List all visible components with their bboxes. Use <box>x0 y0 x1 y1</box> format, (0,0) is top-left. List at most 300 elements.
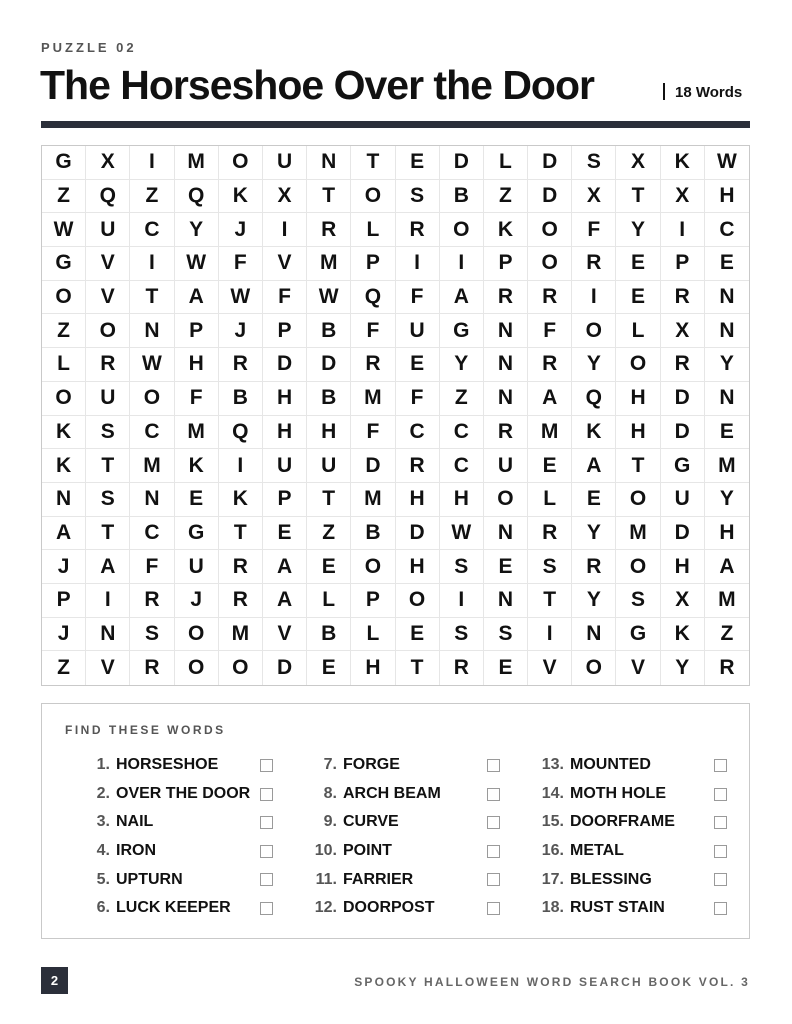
grid-cell[interactable]: N <box>307 146 351 180</box>
grid-cell[interactable]: Z <box>484 180 528 214</box>
grid-cell[interactable]: W <box>130 348 174 382</box>
grid-cell[interactable]: T <box>307 180 351 214</box>
grid-cell[interactable]: E <box>528 449 572 483</box>
grid-cell[interactable]: O <box>528 247 572 281</box>
grid-cell[interactable]: W <box>42 213 86 247</box>
word-list-item <box>75 751 290 780</box>
grid-cell[interactable]: U <box>484 449 528 483</box>
grid-cell[interactable]: N <box>130 483 174 517</box>
word-number: 11. <box>315 870 337 888</box>
grid-cell[interactable]: G <box>42 146 86 180</box>
grid-cell[interactable]: O <box>351 550 395 584</box>
grid-cell[interactable]: C <box>440 416 484 450</box>
grid-cell[interactable]: R <box>130 584 174 618</box>
grid-cell[interactable]: E <box>484 550 528 584</box>
word-label: DOORFRAME <box>570 813 675 831</box>
grid-cell[interactable]: D <box>263 651 307 685</box>
grid-cell[interactable]: F <box>351 314 395 348</box>
grid-cell[interactable]: D <box>263 348 307 382</box>
grid-cell[interactable]: N <box>705 314 749 348</box>
grid-cell[interactable]: D <box>661 416 705 450</box>
grid-cell[interactable]: D <box>661 382 705 416</box>
grid-cell[interactable]: L <box>42 348 86 382</box>
word-checkbox[interactable] <box>260 816 273 829</box>
word-number: 1. <box>96 756 110 774</box>
word-list-item <box>302 780 517 809</box>
grid-cell[interactable]: O <box>528 213 572 247</box>
grid-cell[interactable]: R <box>572 247 616 281</box>
grid-cell[interactable]: K <box>42 449 86 483</box>
word-checkbox[interactable] <box>714 759 727 772</box>
grid-cell[interactable]: F <box>396 281 440 315</box>
grid-cell[interactable]: O <box>42 382 86 416</box>
grid-cell[interactable]: W <box>705 146 749 180</box>
grid-cell[interactable]: P <box>263 483 307 517</box>
grid-cell[interactable]: N <box>484 348 528 382</box>
grid-cell[interactable]: T <box>396 651 440 685</box>
grid-cell[interactable]: H <box>440 483 484 517</box>
grid-cell[interactable]: Z <box>130 180 174 214</box>
word-list-item <box>302 865 517 894</box>
grid-cell[interactable]: D <box>528 146 572 180</box>
grid-cell[interactable]: X <box>572 180 616 214</box>
grid-cell[interactable]: M <box>351 483 395 517</box>
grid-cell[interactable]: A <box>86 550 130 584</box>
grid-cell[interactable]: G <box>661 449 705 483</box>
grid-cell[interactable]: I <box>263 213 307 247</box>
grid-cell[interactable]: G <box>175 517 219 551</box>
grid-cell[interactable]: F <box>219 247 263 281</box>
word-checkbox[interactable] <box>714 788 727 801</box>
grid-cell[interactable]: S <box>484 618 528 652</box>
grid-cell[interactable]: J <box>175 584 219 618</box>
grid-cell[interactable]: M <box>175 416 219 450</box>
word-number: 6. <box>96 899 110 917</box>
grid-cell[interactable]: E <box>175 483 219 517</box>
grid-cell[interactable]: O <box>572 314 616 348</box>
grid-cell[interactable]: O <box>86 314 130 348</box>
word-checkbox[interactable] <box>260 788 273 801</box>
grid-cell[interactable]: O <box>42 281 86 315</box>
word-list-item <box>529 837 744 866</box>
grid-cell[interactable]: A <box>440 281 484 315</box>
grid-cell[interactable]: E <box>705 416 749 450</box>
grid-cell[interactable]: M <box>705 584 749 618</box>
grid-cell[interactable]: Y <box>616 213 660 247</box>
grid-cell[interactable]: A <box>572 449 616 483</box>
grid-cell[interactable]: B <box>307 314 351 348</box>
grid-cell[interactable]: C <box>705 213 749 247</box>
grid-cell[interactable]: A <box>528 382 572 416</box>
grid-cell[interactable]: Y <box>572 517 616 551</box>
grid-cell[interactable]: R <box>484 281 528 315</box>
grid-cell[interactable]: R <box>528 281 572 315</box>
grid-cell[interactable]: S <box>572 146 616 180</box>
grid-cell[interactable]: R <box>219 584 263 618</box>
grid-cell[interactable]: Y <box>175 213 219 247</box>
grid-cell[interactable]: C <box>396 416 440 450</box>
grid-cell[interactable]: O <box>175 651 219 685</box>
grid-cell[interactable]: C <box>440 449 484 483</box>
grid-cell[interactable]: O <box>484 483 528 517</box>
grid-cell[interactable]: S <box>86 483 130 517</box>
grid-cell[interactable]: W <box>440 517 484 551</box>
grid-cell[interactable]: R <box>440 651 484 685</box>
word-list-item <box>75 865 290 894</box>
grid-cell[interactable]: Z <box>440 382 484 416</box>
grid-cell[interactable]: K <box>661 146 705 180</box>
grid-cell[interactable]: Z <box>705 618 749 652</box>
grid-cell[interactable]: Y <box>572 584 616 618</box>
grid-cell[interactable]: O <box>130 382 174 416</box>
grid-cell[interactable]: R <box>219 550 263 584</box>
grid-cell[interactable]: B <box>307 618 351 652</box>
word-number: 17. <box>541 870 564 888</box>
grid-cell[interactable]: R <box>396 449 440 483</box>
grid-cell[interactable]: R <box>130 651 174 685</box>
grid-cell[interactable]: G <box>616 618 660 652</box>
grid-cell[interactable]: P <box>351 247 395 281</box>
grid-cell[interactable]: K <box>484 213 528 247</box>
grid-cell[interactable]: T <box>219 517 263 551</box>
grid-cell[interactable]: Y <box>572 348 616 382</box>
grid-cell[interactable]: T <box>616 449 660 483</box>
grid-cell[interactable]: E <box>396 146 440 180</box>
grid-cell[interactable]: E <box>572 483 616 517</box>
grid-cell[interactable]: K <box>42 416 86 450</box>
grid-cell[interactable]: V <box>528 651 572 685</box>
grid-cell[interactable]: Z <box>42 651 86 685</box>
grid-cell[interactable]: N <box>572 618 616 652</box>
grid-cell[interactable]: H <box>307 416 351 450</box>
grid-cell[interactable]: A <box>263 550 307 584</box>
grid-cell[interactable]: O <box>219 146 263 180</box>
grid-cell[interactable]: U <box>86 382 130 416</box>
grid-cell[interactable]: J <box>42 618 86 652</box>
grid-cell[interactable]: R <box>219 348 263 382</box>
grid-cell[interactable]: M <box>130 449 174 483</box>
grid-cell[interactable]: S <box>440 550 484 584</box>
grid-cell[interactable]: M <box>528 416 572 450</box>
grid-cell[interactable]: I <box>130 247 174 281</box>
grid-cell[interactable]: S <box>86 416 130 450</box>
grid-cell[interactable]: U <box>175 550 219 584</box>
grid-cell[interactable]: Q <box>219 416 263 450</box>
grid-cell[interactable]: U <box>263 449 307 483</box>
grid-cell[interactable]: F <box>351 416 395 450</box>
grid-cell[interactable]: A <box>42 517 86 551</box>
grid-cell[interactable]: X <box>616 146 660 180</box>
word-list-item <box>302 894 517 923</box>
grid-cell[interactable]: L <box>307 584 351 618</box>
grid-cell[interactable]: I <box>572 281 616 315</box>
grid-cell[interactable]: H <box>705 180 749 214</box>
grid-cell[interactable]: Z <box>42 180 86 214</box>
grid-cell[interactable]: P <box>175 314 219 348</box>
grid-cell[interactable]: C <box>130 517 174 551</box>
grid-cell[interactable]: H <box>616 382 660 416</box>
word-checkbox[interactable] <box>714 816 727 829</box>
grid-cell[interactable]: K <box>572 416 616 450</box>
grid-cell[interactable]: T <box>351 146 395 180</box>
grid-cell[interactable]: Z <box>42 314 86 348</box>
word-checkbox[interactable] <box>260 873 273 886</box>
grid-cell[interactable]: U <box>263 146 307 180</box>
grid-cell[interactable]: R <box>86 348 130 382</box>
grid-cell[interactable]: N <box>130 314 174 348</box>
word-label: POINT <box>343 842 392 860</box>
grid-cell[interactable]: F <box>263 281 307 315</box>
word-checkbox[interactable] <box>487 902 500 915</box>
word-list-heading: FIND THESE WORDS <box>65 723 226 737</box>
grid-cell[interactable]: Y <box>661 651 705 685</box>
grid-cell[interactable]: R <box>396 213 440 247</box>
grid-cell[interactable]: X <box>263 180 307 214</box>
grid-cell[interactable]: M <box>307 247 351 281</box>
word-checkbox[interactable] <box>487 816 500 829</box>
grid-cell[interactable]: O <box>219 651 263 685</box>
grid-cell[interactable]: U <box>396 314 440 348</box>
grid-cell[interactable]: J <box>42 550 86 584</box>
grid-cell[interactable]: E <box>484 651 528 685</box>
word-label: HORSESHOE <box>116 756 219 774</box>
grid-cell[interactable]: T <box>307 483 351 517</box>
grid-cell[interactable]: T <box>130 281 174 315</box>
grid-cell[interactable]: L <box>528 483 572 517</box>
grid-cell[interactable]: R <box>484 416 528 450</box>
grid-cell[interactable]: Z <box>307 517 351 551</box>
grid-cell[interactable]: Q <box>572 382 616 416</box>
grid-cell[interactable]: J <box>219 314 263 348</box>
grid-cell[interactable]: H <box>351 651 395 685</box>
grid-cell[interactable]: V <box>263 247 307 281</box>
grid-cell[interactable]: H <box>175 348 219 382</box>
word-number: 2. <box>96 784 110 802</box>
grid-cell[interactable]: N <box>42 483 86 517</box>
grid-cell[interactable]: D <box>307 348 351 382</box>
grid-cell[interactable]: C <box>130 416 174 450</box>
grid-cell[interactable]: X <box>661 180 705 214</box>
grid-cell[interactable]: K <box>175 449 219 483</box>
grid-cell[interactable]: U <box>661 483 705 517</box>
grid-cell[interactable]: I <box>528 618 572 652</box>
grid-cell[interactable]: R <box>351 348 395 382</box>
grid-cell[interactable]: E <box>616 247 660 281</box>
grid-cell[interactable]: F <box>130 550 174 584</box>
grid-cell[interactable]: T <box>86 449 130 483</box>
grid-cell[interactable]: V <box>86 651 130 685</box>
grid-cell[interactable]: Y <box>705 348 749 382</box>
grid-cell[interactable]: S <box>130 618 174 652</box>
grid-cell[interactable]: E <box>705 247 749 281</box>
grid-cell[interactable]: H <box>396 483 440 517</box>
grid-cell[interactable]: O <box>616 550 660 584</box>
grid-cell[interactable]: P <box>351 584 395 618</box>
grid-cell[interactable]: X <box>661 584 705 618</box>
puzzle-label: PUZZLE 02 <box>41 40 137 55</box>
grid-cell[interactable]: D <box>351 449 395 483</box>
grid-cell[interactable]: S <box>440 618 484 652</box>
grid-cell[interactable]: S <box>616 584 660 618</box>
word-label: DOORPOST <box>343 899 435 917</box>
grid-cell[interactable]: P <box>661 247 705 281</box>
grid-cell[interactable]: D <box>528 180 572 214</box>
grid-cell[interactable]: M <box>616 517 660 551</box>
grid-cell[interactable]: H <box>263 416 307 450</box>
grid-cell[interactable]: U <box>307 449 351 483</box>
grid-cell[interactable]: V <box>86 281 130 315</box>
grid-cell[interactable]: B <box>219 382 263 416</box>
grid-cell[interactable]: N <box>484 517 528 551</box>
grid-cell[interactable]: J <box>219 213 263 247</box>
word-number: 13. <box>541 756 564 774</box>
grid-cell[interactable]: P <box>42 584 86 618</box>
word-checkbox[interactable] <box>487 845 500 858</box>
grid-cell[interactable]: H <box>705 517 749 551</box>
word-number: 5. <box>96 870 110 888</box>
grid-cell[interactable]: T <box>528 584 572 618</box>
grid-cell[interactable]: I <box>219 449 263 483</box>
grid-cell[interactable]: X <box>661 314 705 348</box>
grid-cell[interactable]: V <box>263 618 307 652</box>
grid-cell[interactable]: A <box>263 584 307 618</box>
grid-cell[interactable]: N <box>86 618 130 652</box>
grid-cell[interactable]: R <box>528 348 572 382</box>
grid-cell[interactable]: R <box>661 281 705 315</box>
grid-cell[interactable]: E <box>307 550 351 584</box>
grid-cell[interactable]: F <box>175 382 219 416</box>
grid-cell[interactable]: O <box>440 213 484 247</box>
grid-cell[interactable]: E <box>396 348 440 382</box>
grid-cell[interactable]: L <box>484 146 528 180</box>
grid-cell[interactable]: E <box>263 517 307 551</box>
word-checkbox[interactable] <box>487 788 500 801</box>
grid-cell[interactable]: U <box>86 213 130 247</box>
grid-cell[interactable]: H <box>263 382 307 416</box>
grid-cell[interactable]: A <box>705 550 749 584</box>
grid-cell[interactable]: V <box>86 247 130 281</box>
word-checkbox[interactable] <box>487 759 500 772</box>
word-label: BLESSING <box>570 870 652 888</box>
grid-cell[interactable]: M <box>351 382 395 416</box>
grid-cell[interactable]: S <box>396 180 440 214</box>
grid-cell[interactable]: B <box>307 382 351 416</box>
grid-cell[interactable]: T <box>86 517 130 551</box>
grid-cell[interactable]: R <box>572 550 616 584</box>
word-number: 7. <box>323 756 337 774</box>
word-checkbox[interactable] <box>260 759 273 772</box>
word-number: 16. <box>541 842 564 860</box>
grid-cell[interactable]: I <box>86 584 130 618</box>
grid-cell[interactable]: E <box>307 651 351 685</box>
grid-cell[interactable]: X <box>86 146 130 180</box>
grid-cell[interactable]: N <box>705 281 749 315</box>
grid-cell[interactable]: I <box>130 146 174 180</box>
grid-cell[interactable]: H <box>661 550 705 584</box>
grid-cell[interactable]: L <box>616 314 660 348</box>
grid-cell[interactable]: D <box>661 517 705 551</box>
grid-cell[interactable]: Q <box>86 180 130 214</box>
grid-cell[interactable]: I <box>440 247 484 281</box>
grid-cell[interactable]: G <box>440 314 484 348</box>
grid-cell[interactable]: V <box>616 651 660 685</box>
grid-cell[interactable]: R <box>528 517 572 551</box>
grid-cell[interactable]: N <box>484 314 528 348</box>
grid-cell[interactable]: B <box>440 180 484 214</box>
grid-cell[interactable]: F <box>396 382 440 416</box>
grid-cell[interactable]: E <box>616 281 660 315</box>
grid-cell[interactable]: T <box>616 180 660 214</box>
grid-cell[interactable]: O <box>616 348 660 382</box>
grid-cell[interactable]: Y <box>705 483 749 517</box>
word-checkbox[interactable] <box>260 845 273 858</box>
grid-cell[interactable]: P <box>263 314 307 348</box>
grid-cell[interactable]: I <box>396 247 440 281</box>
grid-cell[interactable]: W <box>307 281 351 315</box>
grid-cell[interactable]: L <box>351 213 395 247</box>
grid-cell[interactable]: R <box>307 213 351 247</box>
word-checkbox[interactable] <box>714 845 727 858</box>
grid-cell[interactable]: K <box>219 483 263 517</box>
grid-cell[interactable]: O <box>396 584 440 618</box>
grid-cell[interactable]: F <box>572 213 616 247</box>
grid-cell[interactable]: W <box>219 281 263 315</box>
grid-cell[interactable]: C <box>130 213 174 247</box>
grid-cell[interactable]: L <box>351 618 395 652</box>
grid-cell[interactable]: A <box>175 281 219 315</box>
grid-cell[interactable]: S <box>528 550 572 584</box>
grid-cell[interactable]: F <box>528 314 572 348</box>
word-list-item <box>529 751 744 780</box>
word-checkbox[interactable] <box>714 902 727 915</box>
grid-cell[interactable]: M <box>175 146 219 180</box>
grid-cell[interactable]: I <box>661 213 705 247</box>
word-number: 4. <box>96 842 110 860</box>
grid-cell[interactable]: M <box>705 449 749 483</box>
word-checkbox[interactable] <box>714 873 727 886</box>
grid-cell[interactable]: N <box>484 584 528 618</box>
word-checkbox[interactable] <box>260 902 273 915</box>
grid-cell[interactable]: G <box>42 247 86 281</box>
grid-cell[interactable]: O <box>175 618 219 652</box>
grid-cell[interactable]: H <box>616 416 660 450</box>
grid-cell[interactable]: P <box>484 247 528 281</box>
grid-cell[interactable]: N <box>705 382 749 416</box>
grid-cell[interactable]: R <box>719 656 735 680</box>
page-number: 2 <box>41 967 68 994</box>
grid-cell[interactable]: I <box>440 584 484 618</box>
grid-cell[interactable]: K <box>219 180 263 214</box>
grid-cell[interactable]: H <box>396 550 440 584</box>
grid-cell[interactable]: O <box>351 180 395 214</box>
grid-cell[interactable]: N <box>484 382 528 416</box>
grid-cell[interactable]: Y <box>440 348 484 382</box>
word-checkbox[interactable] <box>487 873 500 886</box>
grid-cell[interactable]: Q <box>351 281 395 315</box>
grid-cell[interactable]: Q <box>175 180 219 214</box>
grid-cell[interactable]: D <box>440 146 484 180</box>
grid-cell[interactable]: K <box>661 618 705 652</box>
word-count <box>663 83 742 101</box>
grid-cell[interactable]: O <box>616 483 660 517</box>
grid-cell[interactable]: M <box>219 618 263 652</box>
grid-cell[interactable]: R <box>661 348 705 382</box>
grid-cell[interactable]: O <box>572 651 616 685</box>
grid-cell[interactable]: E <box>396 618 440 652</box>
grid-cell[interactable]: W <box>175 247 219 281</box>
grid-cell[interactable]: B <box>351 517 395 551</box>
grid-cell[interactable]: D <box>396 517 440 551</box>
